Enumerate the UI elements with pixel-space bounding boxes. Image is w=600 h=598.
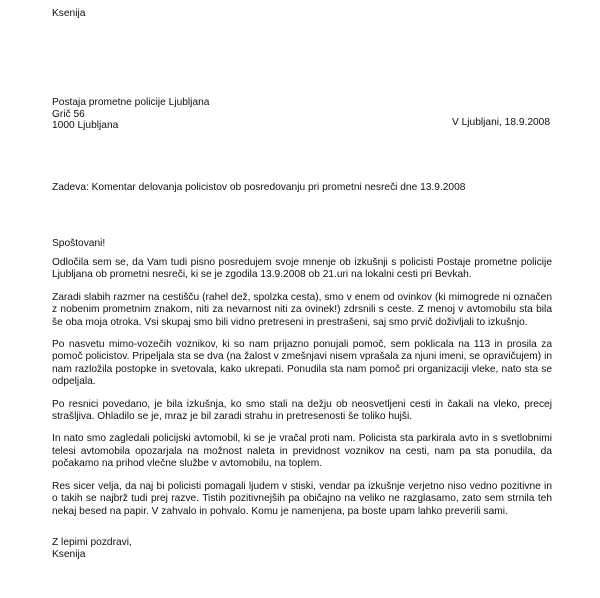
recipient-line-1: Postaja prometne policije Ljubljana — [52, 97, 210, 108]
recipient-line-2: Grič 56 — [52, 108, 85, 120]
recipient-line-3: 1000 Ljubljana — [52, 120, 119, 131]
closing-greeting: Z lepimi pozdravi, — [52, 537, 132, 548]
paragraph: Zaradi slabih razmer na cestišču (rahel dež, spolzka cesta), smo v enem od ovinkov (ki mimogrede ni označen z nobenim prometnim znakom, niti za nevarnost niti za ovinek!) zdrsnili s ceste. Z menoj v avtomobilu sta bila še oba moja otroka. Vsi skupaj smo bili vidno pretreseni in prestrašeni, saj smo prvič doživljali to izkušnjo. — [52, 291, 552, 328]
closing-signature: Ksenija — [52, 549, 86, 560]
letter-body — [52, 257, 552, 528]
closing — [52, 537, 132, 561]
place-and-date: V Ljubljani, 18.9.2008 — [452, 117, 550, 128]
salutation: Spoštovani! — [52, 238, 106, 249]
recipient-address — [52, 97, 209, 132]
paragraph: Po nasvetu mimo-vozečih voznikov, ki so nam prijazno ponujali pomoč, sem poklicala na 113 in prosila za pomoč policistov. Pripeljala sta se dva (na žalost v zmešnjavi nisem vprašala za njuni imeni, se opravičujem) in nam razložila postopke in svetovala, kako ukrepati. Ponudila sta nam pomoč pri organizaciji vleke, nato sta se odpeljala. — [52, 339, 552, 388]
paragraph: Res sicer velja, da naj bi policisti pomagali ljudem v stiski, vendar pa izkušnje verjetno niso vedno pozitivne in o takih se najbrž tudi prej razve. Tistih pozitivnejših pa običajno na veliko ne razglasamo, zato sem strnila teh nekaj besed na papir. V zahvalo in pohvalo. Komu je namenjena, pa boste upam lahko preverili sami. — [52, 480, 552, 517]
paragraph: Po resnici povedano, je bila izkušnja, ko smo stali na dežju ob neosvetljeni cesti in čakali na vleko, precej strašljiva. Ohladilo se je, mraz je bil zaradi strahu in pretresenosti še toliko hujši. — [52, 398, 552, 423]
paragraph: In nato smo zagledali policijski avtomobil, ki se je vračal proti nam. Policista sta parkirala avto in s svetlobnimi telesi avtomobila opozarjala na možnost naleta in previdnost voznikov na cesti, nam pa sta ponudila, da počakamo na prihod vlečne službe v avtomobilu, na toplem. — [52, 433, 552, 470]
subject-line: Zadeva: Komentar delovanja policistov ob posredovanju pri prometni nesreči dne 13.9.2008 — [52, 182, 466, 193]
sender-name: Ksenija — [52, 8, 86, 19]
paragraph: Odločila sem se, da Vam tudi pisno posredujem svoje mnenje ob izkušnji s policisti Postaje prometne policije Ljubljana ob prometni nesreči, ki se je zgodila 13.9.2008 ob 21.uri na lokalni cesti pri Bevkah. — [52, 257, 552, 281]
